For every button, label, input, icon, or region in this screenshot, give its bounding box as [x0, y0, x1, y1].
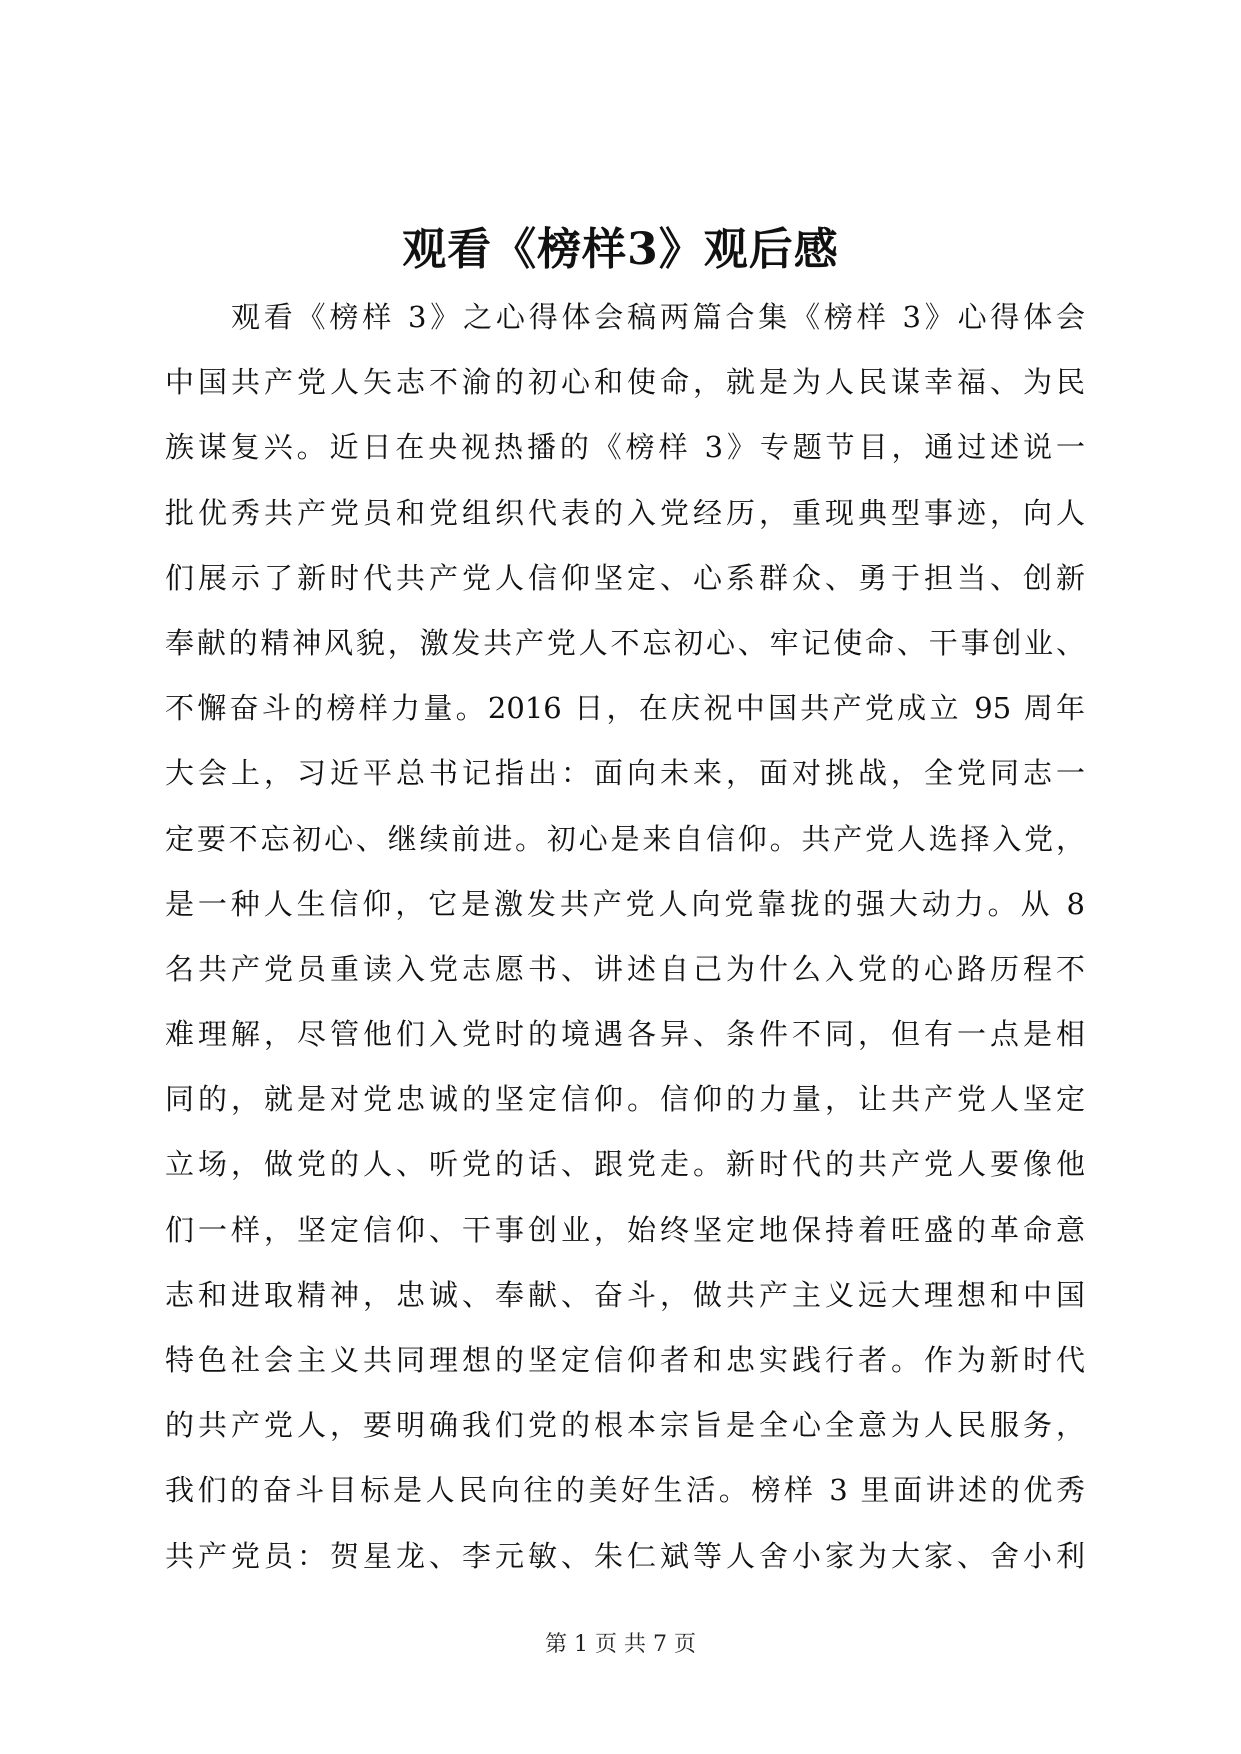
body-line: 观看《榜样 3》之心得体会稿两篇合集《榜样 3》心得体会: [231, 300, 1085, 334]
body-line: 不懈奋斗的榜样力量。2016 日，在庆祝中国共产党成立 95 周年: [165, 691, 1085, 726]
body-line: 立场，做党的人、听党的话、跟党走。新时代的共产党人要像他: [165, 1147, 1085, 1182]
body-line: 难理解，尽管他们入党时的境遇各异、条件不同，但有一点是相: [165, 1017, 1085, 1052]
body-line: 共产党员：贺星龙、李元敏、朱仁斌等人舍小家为大家、舍小利: [165, 1538, 1085, 1573]
body-line: 们一样，坚定信仰、干事创业，始终坚定地保持着旺盛的革命意: [165, 1212, 1085, 1247]
body-line: 族谋复兴。近日在央视热播的《榜样 3》专题节目，通过述说一: [165, 430, 1085, 465]
body-line: 的共产党人，要明确我们党的根本宗旨是全心全意为人民服务，: [165, 1408, 1085, 1443]
body-line: 奉献的精神风貌，激发共产党人不忘初心、牢记使命、干事创业、: [165, 625, 1085, 660]
document-title: 观看《榜样3》观后感: [402, 224, 839, 275]
body-line: 定要不忘初心、继续前进。初心是来自信仰。共产党人选择入党，: [165, 821, 1085, 856]
body-line: 特色社会主义共同理想的坚定信仰者和忠实践行者。作为新时代: [165, 1343, 1085, 1377]
body-line: 大会上，习近平总书记指出：面向未来，面对挑战，全党同志一: [165, 756, 1085, 791]
body-line: 同的，就是对党忠诚的坚定信仰。信仰的力量，让共产党人坚定: [165, 1082, 1085, 1117]
body-line: 名共产党员重读入党志愿书、讲述自己为什么入党的心路历程不: [165, 951, 1085, 986]
page-footer: 第 1 页 共 7 页: [545, 1632, 696, 1657]
body-line: 中国共产党人矢志不渝的初心和使命，就是为人民谋幸福、为民: [165, 365, 1085, 400]
body-line: 我们的奋斗目标是人民向往的美好生活。榜样 3 里面讲述的优秀: [165, 1473, 1085, 1508]
body-line: 志和进取精神，忠诚、奉献、奋斗，做共产主义远大理想和中国: [165, 1277, 1085, 1312]
body-line: 们展示了新时代共产党人信仰坚定、心系群众、勇于担当、创新: [165, 560, 1085, 595]
body-paragraph: [165, 290, 1085, 1594]
body-line: 是一种人生信仰，它是激发共产党人向党靠拢的强大动力。从 8: [165, 886, 1085, 921]
body-line: 批优秀共产党员和党组织代表的入党经历，重现典型事迹，向人: [165, 495, 1085, 530]
